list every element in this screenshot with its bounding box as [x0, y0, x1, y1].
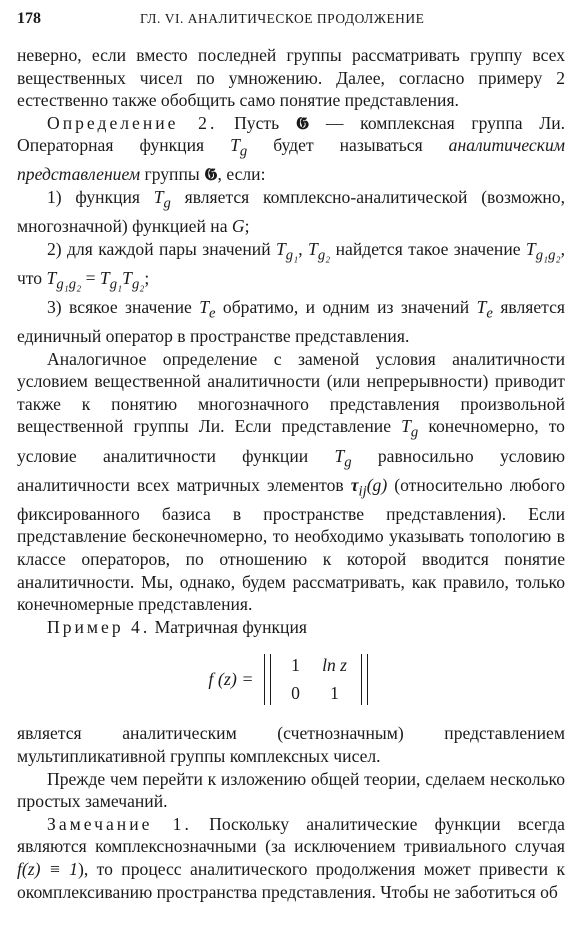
matrix-element: $\tau_{ij}(g)$ — [350, 474, 388, 500]
operator-Tg: $T_g$ — [230, 135, 248, 160]
matrix-right-norm-bar — [361, 654, 368, 705]
running-title: ГЛ. VI. АНАЛИТИЧЕСКОЕ ПРОДОЛЖЕНИЕ — [140, 11, 425, 26]
matrix-formula — [17, 648, 565, 710]
definition-paragraph: Определение 2. Пусть 𝕲 — комплексная группа Ли. Операторная функция $T_g$ будет называться аналитическим представлением группы 𝕲, если: — [17, 112, 566, 185]
remark-paragraph: Замечание 1. Поскольку аналитические функции всегда являются комплекснозначными (за исключением тривиального случая f(z) ≡ 1), то процесс аналитического продолжения может привести к окомплексиванию пространства представления. Чтобы не заботиться об — [17, 813, 566, 902]
formula-lhs: f (z) = — [208, 669, 254, 690]
group-symbol: 𝕲 — [204, 164, 218, 185]
remark-label: Замечание 1. — [47, 813, 192, 834]
definition-label: Определение 2. — [47, 112, 218, 133]
paragraph-continuation: неверно, если вместо последней группы рассматривать группу всех вещественных чисел по умножению. Далее, согласно примеру 2 естественно также обобщить само понятие представления. — [17, 45, 565, 111]
paragraph-after-formula: является аналитическим (счетнозначным) представлением мультипликативной группы комплексных чисел. — [17, 723, 565, 766]
matrix-entry: ln z — [322, 654, 348, 675]
matrix-entry: 1 — [291, 654, 300, 675]
main-text — [17, 44, 565, 903]
example-label: Пример 4. — [47, 616, 151, 637]
page-number: 178 — [17, 10, 41, 27]
condition-1: 1) функция $T_g$ является комплексно-аналитической (возможно, многозначной) функцией на G; — [17, 187, 565, 237]
condition-2: 2) для каждой пары значений $T_{g_1}$, $T_{g_2}$ найдется такое значение $T_{g_1g_2}$, что $T_{g_1g_2} = T_{g_1}T_{g_2}$; — [17, 238, 565, 293]
group-symbol: 𝕲 — [295, 112, 310, 133]
matrix-entry: 0 — [291, 683, 300, 704]
analogous-definition-paragraph: Аналогичное определение с заменой условия аналитичности условием вещественной аналитичности (или непрерывности) приводит также к понятию многозначного представления произвольной вещественной группы Ли. Если представление $T_g$ конечномерно, то условие аналитичности функции $T_g$ равносильно условию аналитичности всех матричных элементов $\tau_{ij}(g)$ (относительно любого фиксированного базиса в пространстве представления). Если представление бесконечномерно, то необходимо указывать топологию в классе операторов, по отношению к которой вводится понятие аналитичности. Мы, однако, будем рассматривать, как правило, только конечномерные представления. — [17, 348, 566, 615]
page-header — [17, 10, 565, 32]
paragraph-before-remarks: Прежде чем перейти к изложению общей теории, сделаем несколько простых замечаний. — [17, 768, 565, 812]
page — [17, 10, 565, 903]
example-heading: Пример 4. Матричная функция — [47, 616, 307, 637]
definition-emphasis: аналитическим представлением — [17, 135, 565, 185]
condition-3: 3) всякое значение $T_e$ обратимо, и одним из значений $T_e$ является единичный оператор в пространстве представления. — [17, 297, 565, 347]
matrix-left-norm-bar — [264, 654, 271, 705]
matrix-entry: 1 — [330, 683, 339, 704]
matrix — [258, 654, 374, 705]
inline-formula: f(z) ≡ 1 — [17, 858, 78, 879]
matrix-entries — [277, 654, 355, 705]
